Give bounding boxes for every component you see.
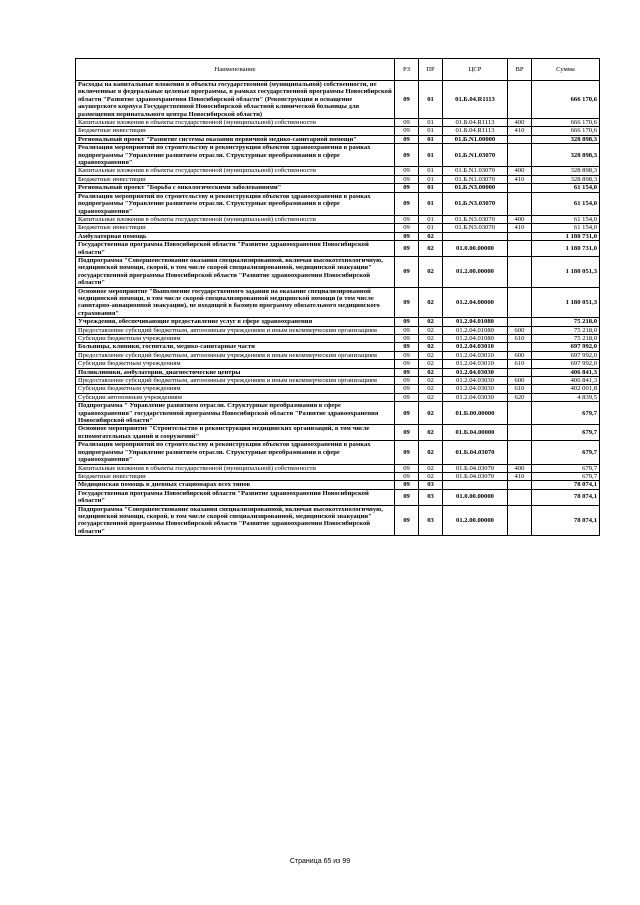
cell-vr: 400: [508, 215, 532, 223]
cell-csr: 01.Б.N1.03070: [443, 144, 508, 167]
cell-sum: 402 001,8: [532, 385, 600, 393]
cell-csr: 01.2.04.03030: [443, 393, 508, 401]
cell-sum: 61 154,0: [532, 224, 600, 232]
cell-rz: 09: [395, 135, 419, 143]
cell-name: Субсидии автономным учреждениям: [76, 393, 395, 401]
cell-name: Амбулаторная помощь: [76, 232, 395, 240]
cell-rz: 09: [395, 377, 419, 385]
cell-csr: 01.Б.N3.03070: [443, 192, 508, 215]
cell-rz: 09: [395, 343, 419, 351]
table-row: [76, 505, 600, 536]
cell-name: Реализация мероприятий по строительству и реконструкции объектов здравоохранения в рамках подпрограммы "Управление развитием отрасли. Структурные преобразования в сфере здравоохранения": [76, 144, 395, 167]
cell-vr: [508, 318, 532, 326]
cell-rz: 09: [395, 335, 419, 343]
cell-pr: 02: [419, 241, 443, 257]
cell-name: Капитальные вложения в объекты государственной (муниципальной) собственности: [76, 119, 395, 127]
cell-csr: 01.Б.04.00000: [443, 425, 508, 441]
cell-csr: 01.0.00.00000: [443, 241, 508, 257]
cell-name: Подпрограмма " Управление развитием отрасли. Структурные преобразования в сфере здравоохранения" государственной программы Новосибирской области "Развитие здравоохранения Новосибирской области": [76, 402, 395, 425]
cell-pr: 03: [419, 489, 443, 505]
cell-rz: 09: [395, 241, 419, 257]
cell-vr: [508, 441, 532, 464]
cell-name: Реализация мероприятий по строительству и реконструкции объектов здравоохранения в рамках подпрограммы "Управление развитием отрасли. Структурные преобразования в сфере здравоохранения": [76, 192, 395, 215]
cell-sum: 328 898,3: [532, 144, 600, 167]
cell-pr: 01: [419, 215, 443, 223]
cell-pr: 02: [419, 402, 443, 425]
cell-pr: 02: [419, 441, 443, 464]
cell-rz: 09: [395, 425, 419, 441]
cell-vr: 600: [508, 351, 532, 359]
cell-sum: 75 218,0: [532, 335, 600, 343]
cell-csr: 01.Б.04.03070: [443, 441, 508, 464]
cell-sum: 679,7: [532, 425, 600, 441]
cell-rz: 09: [395, 144, 419, 167]
cell-csr: 01.Б.N3.00000: [443, 184, 508, 192]
cell-rz: 09: [395, 175, 419, 183]
cell-rz: 09: [395, 393, 419, 401]
table-row: [76, 81, 600, 119]
cell-sum: 697 992,0: [532, 360, 600, 368]
cell-vr: [508, 184, 532, 192]
table-row: [76, 343, 600, 351]
cell-sum: 328 898,3: [532, 175, 600, 183]
cell-sum: 1 180 051,3: [532, 256, 600, 287]
table-row: [76, 192, 600, 215]
cell-csr: 01.2.04.01080: [443, 326, 508, 334]
header-vr: ВР: [508, 59, 532, 81]
cell-pr: 01: [419, 224, 443, 232]
cell-csr: 01.2.04.03030: [443, 377, 508, 385]
cell-rz: 09: [395, 287, 419, 318]
cell-vr: [508, 368, 532, 376]
cell-sum: 666 170,6: [532, 81, 600, 119]
cell-vr: [508, 192, 532, 215]
cell-csr: [443, 232, 508, 240]
cell-vr: [508, 402, 532, 425]
cell-name: Субсидии бюджетным учреждениям: [76, 360, 395, 368]
table-row: [76, 184, 600, 192]
cell-rz: 09: [395, 360, 419, 368]
header-csr: ЦСР: [443, 59, 508, 81]
table-row: [76, 335, 600, 343]
cell-name: Реализация мероприятий по строительству и реконструкции объектов здравоохранения в рамках подпрограммы "Управление развитием отрасли. Структурные преобразования в сфере здравоохранения": [76, 441, 395, 464]
cell-vr: [508, 481, 532, 489]
cell-pr: 01: [419, 127, 443, 135]
cell-pr: 01: [419, 175, 443, 183]
cell-csr: 01.Б.04.R1113: [443, 81, 508, 119]
cell-vr: 610: [508, 360, 532, 368]
cell-rz: 09: [395, 368, 419, 376]
cell-sum: 406 841,3: [532, 377, 600, 385]
cell-name: Предоставление субсидий бюджетным, автономным учреждениям и иным некоммерческим организациям: [76, 326, 395, 334]
table-header-row: [76, 59, 600, 81]
cell-name: Региональный проект "Развитие системы оказания первичной медико-санитарной помощи": [76, 135, 395, 143]
cell-rz: 09: [395, 351, 419, 359]
header-sum: Сумма: [532, 59, 600, 81]
cell-csr: 01.2.04.00000: [443, 287, 508, 318]
cell-vr: 400: [508, 167, 532, 175]
table-row: [76, 127, 600, 135]
header-name: Наименование: [76, 59, 395, 81]
cell-pr: 02: [419, 351, 443, 359]
budget-table-sheet: [75, 58, 599, 536]
cell-name: Учреждения, обеспечивающие предоставление услуг в сфере здравоохранения: [76, 318, 395, 326]
table-row: [76, 215, 600, 223]
cell-vr: [508, 287, 532, 318]
header-pr: ПР: [419, 59, 443, 81]
page-number: Страница 65 из 99: [289, 858, 351, 865]
cell-name: Больницы, клиники, госпитали, медико-санитарные части: [76, 343, 395, 351]
cell-rz: 09: [395, 192, 419, 215]
cell-rz: 09: [395, 81, 419, 119]
table-row: [76, 368, 600, 376]
cell-sum: 75 218,0: [532, 318, 600, 326]
cell-sum: 697 992,0: [532, 351, 600, 359]
cell-rz: 09: [395, 256, 419, 287]
cell-pr: 01: [419, 192, 443, 215]
cell-sum: 78 074,1: [532, 505, 600, 536]
cell-name: Основное мероприятие "Строительство и реконструкция медицинских организаций, в том числе вспомогательных зданий и сооружений": [76, 425, 395, 441]
cell-rz: 09: [395, 472, 419, 480]
table-row: [76, 393, 600, 401]
table-body: [76, 81, 600, 536]
cell-rz: 09: [395, 402, 419, 425]
table-row: [76, 135, 600, 143]
cell-csr: 01.2.04.01080: [443, 318, 508, 326]
cell-vr: 620: [508, 393, 532, 401]
cell-vr: 410: [508, 175, 532, 183]
cell-rz: 09: [395, 167, 419, 175]
cell-vr: [508, 81, 532, 119]
cell-csr: 01.2.00.00000: [443, 505, 508, 536]
cell-rz: 09: [395, 232, 419, 240]
cell-name: Государственная программа Новосибирской области "Развитие здравоохранения Новосибирской области": [76, 489, 395, 505]
table-row: [76, 232, 600, 240]
cell-csr: 01.Б.N3.03070: [443, 215, 508, 223]
cell-csr: 01.Б.04.R1113: [443, 127, 508, 135]
cell-pr: 01: [419, 81, 443, 119]
cell-csr: 01.Б.N1.03070: [443, 175, 508, 183]
cell-name: Бюджетные инвестиции: [76, 472, 395, 480]
cell-sum: 679,7: [532, 472, 600, 480]
cell-name: Субсидии бюджетным учреждениям: [76, 385, 395, 393]
cell-pr: 02: [419, 335, 443, 343]
cell-csr: 01.Б.04.R1113: [443, 119, 508, 127]
cell-csr: 01.2.04.03010: [443, 351, 508, 359]
cell-pr: 02: [419, 464, 443, 472]
cell-pr: 02: [419, 318, 443, 326]
cell-name: Поликлиники, амбулатории, диагностические центры: [76, 368, 395, 376]
cell-pr: 02: [419, 287, 443, 318]
cell-vr: 600: [508, 326, 532, 334]
cell-sum: 78 074,1: [532, 481, 600, 489]
cell-pr: 02: [419, 472, 443, 480]
cell-rz: 09: [395, 224, 419, 232]
cell-vr: 410: [508, 127, 532, 135]
cell-rz: 09: [395, 215, 419, 223]
table-row: [76, 224, 600, 232]
table-row: [76, 472, 600, 480]
cell-vr: 600: [508, 377, 532, 385]
cell-vr: 400: [508, 119, 532, 127]
cell-vr: [508, 144, 532, 167]
cell-name: Предоставление субсидий бюджетным, автономным учреждениям и иным некоммерческим организациям: [76, 377, 395, 385]
cell-name: Расходы на капитальные вложения в объекты государственной (муниципальной) собственности, не включенные в федеральные целевые программы, в рамках государственной программы Новосибирской области "Развитие здравоохранения Новосибирской области" (Реконструкция и оснащение акушерского корпуса Государственной Новосибирской областной клинической больницы для размещения перинатального центра Новосибирской области): [76, 81, 395, 119]
cell-name: Субсидии бюджетным учреждениям: [76, 335, 395, 343]
cell-sum: 78 074,1: [532, 489, 600, 505]
cell-name: Бюджетные инвестиции: [76, 127, 395, 135]
table-row: [76, 144, 600, 167]
cell-pr: 01: [419, 119, 443, 127]
cell-csr: 01.Б.04.03070: [443, 464, 508, 472]
cell-name: Бюджетные инвестиции: [76, 224, 395, 232]
table-row: [76, 377, 600, 385]
cell-pr: 02: [419, 232, 443, 240]
cell-csr: 01.Б.04.03070: [443, 472, 508, 480]
cell-csr: 01.2.04.03030: [443, 385, 508, 393]
cell-rz: 09: [395, 318, 419, 326]
cell-sum: 406 841,3: [532, 368, 600, 376]
cell-csr: 01.2.00.00000: [443, 256, 508, 287]
cell-pr: 02: [419, 326, 443, 334]
cell-csr: 01.Б.N3.03070: [443, 224, 508, 232]
cell-rz: 09: [395, 505, 419, 536]
cell-sum: 61 154,0: [532, 184, 600, 192]
table-row: [76, 489, 600, 505]
cell-name: Региональный проект "Борьба с онкологическими заболеваниями": [76, 184, 395, 192]
cell-sum: 666 170,6: [532, 127, 600, 135]
cell-rz: 09: [395, 489, 419, 505]
cell-name: Бюджетные инвестиции: [76, 175, 395, 183]
cell-pr: 02: [419, 393, 443, 401]
cell-name: Предоставление субсидий бюджетным, автономным учреждениям и иным некоммерческим организациям: [76, 351, 395, 359]
cell-vr: 400: [508, 464, 532, 472]
cell-pr: 02: [419, 360, 443, 368]
cell-sum: 4 839,5: [532, 393, 600, 401]
cell-pr: 01: [419, 184, 443, 192]
cell-csr: 01.2.04.01080: [443, 335, 508, 343]
cell-sum: 1 180 731,0: [532, 232, 600, 240]
cell-name: Капитальные вложения в объекты государственной (муниципальной) собственности: [76, 464, 395, 472]
cell-sum: 328 898,3: [532, 167, 600, 175]
cell-sum: 328 898,3: [532, 135, 600, 143]
table-row: [76, 481, 600, 489]
cell-rz: 09: [395, 326, 419, 334]
cell-sum: 666 170,6: [532, 119, 600, 127]
table-row: [76, 360, 600, 368]
cell-rz: 09: [395, 127, 419, 135]
cell-rz: 09: [395, 184, 419, 192]
cell-csr: 01.2.04.03010: [443, 343, 508, 351]
cell-vr: [508, 256, 532, 287]
cell-sum: 679,7: [532, 441, 600, 464]
cell-rz: 09: [395, 481, 419, 489]
cell-vr: [508, 425, 532, 441]
cell-vr: [508, 343, 532, 351]
cell-pr: 02: [419, 256, 443, 287]
cell-name: Основное мероприятие "Выполнение государственного задания на оказание специализированной медицинской помощи, в том числе скорой специализированной медицинской помощи (в том числе санитарно-авиационной эвакуации), не входящей в базовую программу обязательного медицинского страхования": [76, 287, 395, 318]
cell-pr: 03: [419, 481, 443, 489]
cell-pr: 01: [419, 135, 443, 143]
cell-name: Государственная программа Новосибирской области "Развитие здравоохранения Новосибирской области": [76, 241, 395, 257]
cell-pr: 01: [419, 167, 443, 175]
cell-rz: 09: [395, 441, 419, 464]
table-row: [76, 119, 600, 127]
cell-name: Подпрограмма "Совершенствование оказания специализированной, включая высокотехнологичную, медицинской помощи, скорой, в том числе скорой специализированной, медицинской эвакуации" государственной программы Новосибирской области "Развитие здравоохранения Новосибирской области": [76, 256, 395, 287]
cell-csr: 01.Б.N1.00000: [443, 135, 508, 143]
cell-csr: 01.Б.N1.03070: [443, 167, 508, 175]
table-row: [76, 287, 600, 318]
table-row: [76, 256, 600, 287]
cell-name: Медицинская помощь в дневных стационарах всех типов: [76, 481, 395, 489]
table-row: [76, 464, 600, 472]
cell-pr: 01: [419, 144, 443, 167]
cell-pr: 02: [419, 343, 443, 351]
table-row: [76, 402, 600, 425]
header-rz: РЗ: [395, 59, 419, 81]
cell-pr: 02: [419, 385, 443, 393]
cell-pr: 02: [419, 425, 443, 441]
table-row: [76, 318, 600, 326]
cell-csr: 01.Б.00.00000: [443, 402, 508, 425]
cell-rz: 09: [395, 119, 419, 127]
cell-vr: [508, 241, 532, 257]
cell-rz: 09: [395, 385, 419, 393]
cell-sum: 61 154,0: [532, 215, 600, 223]
cell-name: Капитальные вложения в объекты государственной (муниципальной) собственности: [76, 215, 395, 223]
cell-csr: 01.2.04.03010: [443, 360, 508, 368]
cell-vr: [508, 232, 532, 240]
table-row: [76, 326, 600, 334]
table-row: [76, 351, 600, 359]
cell-name: Капитальные вложения в объекты государственной (муниципальной) собственности: [76, 167, 395, 175]
budget-table: [75, 58, 600, 536]
cell-vr: 410: [508, 224, 532, 232]
cell-vr: 610: [508, 335, 532, 343]
cell-vr: 610: [508, 385, 532, 393]
cell-sum: 697 992,0: [532, 343, 600, 351]
table-row: [76, 385, 600, 393]
cell-sum: 1 180 731,0: [532, 241, 600, 257]
cell-vr: [508, 489, 532, 505]
cell-rz: 09: [395, 464, 419, 472]
cell-pr: 02: [419, 368, 443, 376]
table-row: [76, 167, 600, 175]
cell-vr: [508, 135, 532, 143]
cell-csr: 01.0.00.00000: [443, 489, 508, 505]
cell-vr: 410: [508, 472, 532, 480]
cell-sum: 75 218,0: [532, 326, 600, 334]
cell-sum: 1 180 051,3: [532, 287, 600, 318]
table-row: [76, 425, 600, 441]
cell-sum: 679,7: [532, 464, 600, 472]
table-row: [76, 175, 600, 183]
table-row: [76, 441, 600, 464]
cell-sum: 61 154,0: [532, 192, 600, 215]
cell-csr: [443, 481, 508, 489]
cell-pr: 03: [419, 505, 443, 536]
cell-vr: [508, 505, 532, 536]
table-row: [76, 241, 600, 257]
cell-pr: 02: [419, 377, 443, 385]
cell-csr: 01.2.04.03030: [443, 368, 508, 376]
cell-sum: 679,7: [532, 402, 600, 425]
cell-name: Подпрограмма "Совершенствование оказания специализированной, включая высокотехнологичную, медицинской помощи, скорой, в том числе скорой специализированной, медицинской эвакуации" государственной программы Новосибирской области "Развитие здравоохранения Новосибирской области": [76, 505, 395, 536]
